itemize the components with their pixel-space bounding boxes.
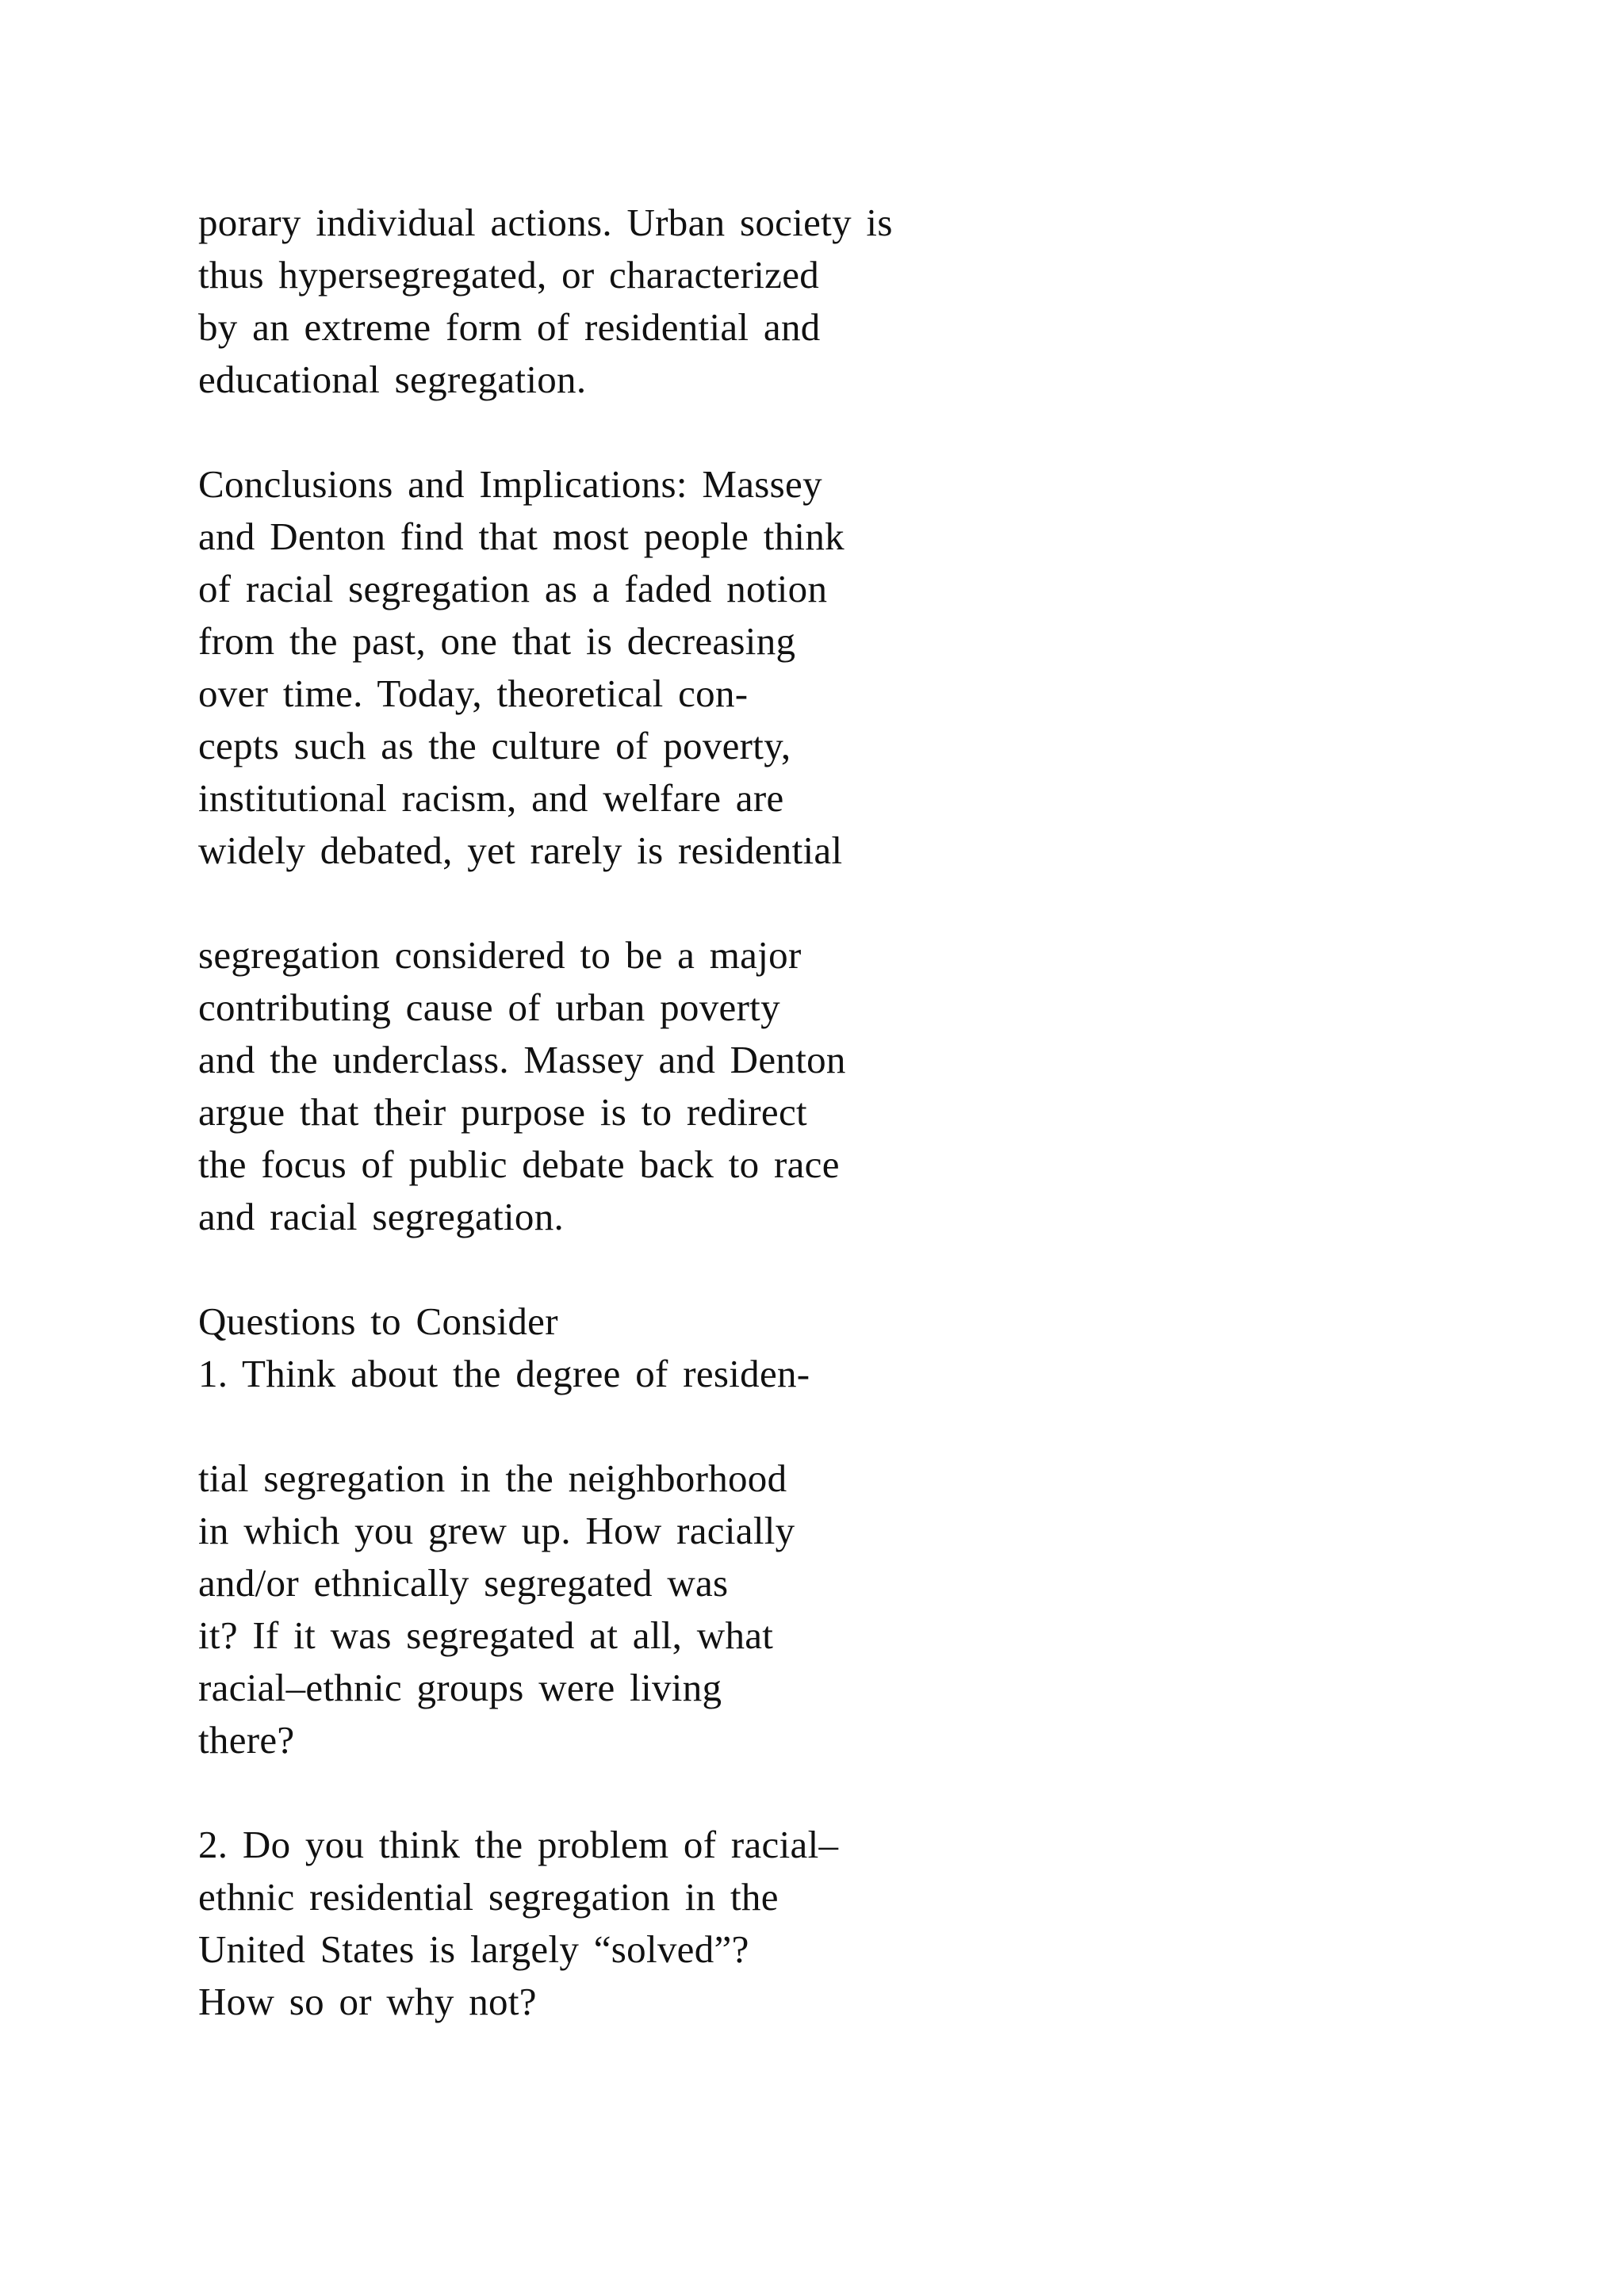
text-column <box>198 197 1467 2028</box>
text-line: and the underclass. Massey and Denton <box>198 1038 846 1081</box>
paragraph-gap <box>198 1766 1467 1819</box>
paragraph-question-2 <box>198 1819 1467 2028</box>
text-line: thus hypersegregated, or characterized <box>198 253 820 297</box>
text-line: segregation considered to be a major <box>198 933 802 977</box>
text-line: Conclusions and Implications: Massey <box>198 462 822 506</box>
paragraph-hypersegregated <box>198 197 1467 406</box>
text-line: cepts such as the culture of poverty, <box>198 724 791 767</box>
text-line: ethnic residential segregation in the <box>198 1875 779 1919</box>
paragraph-gap <box>198 1243 1467 1295</box>
text-line: there? <box>198 1718 295 1762</box>
paragraph-gap <box>198 406 1467 458</box>
text-line: How so or why not? <box>198 1980 537 2023</box>
text-line: in which you grew up. How racially <box>198 1509 795 1552</box>
paragraph-segregation-cause <box>198 929 1467 1243</box>
text-line: of racial segregation as a faded notion <box>198 567 828 610</box>
paragraph-question-1-continued <box>198 1452 1467 1766</box>
text-line: educational segregation. <box>198 358 587 401</box>
paragraph-gap <box>198 877 1467 929</box>
text-line: it? If it was segregated at all, what <box>198 1613 774 1657</box>
section-heading: Questions to Consider <box>198 1299 558 1343</box>
text-line: institutional racism, and welfare are <box>198 776 784 820</box>
text-line: and/or ethnically segregated was <box>198 1561 729 1605</box>
text-line: by an extreme form of residential and <box>198 305 821 349</box>
text-line: tial segregation in the neighborhood <box>198 1456 787 1500</box>
text-line: and Denton find that most people think <box>198 515 845 558</box>
text-line: the focus of public debate back to race <box>198 1142 840 1186</box>
paragraph-questions-heading <box>198 1295 1467 1400</box>
text-line: 2. Do you think the problem of racial– <box>198 1823 839 1866</box>
text-line: over time. Today, theoretical con- <box>198 672 749 715</box>
paragraph-gap <box>198 1400 1467 1452</box>
text-line: 1. Think about the degree of residen- <box>198 1352 810 1395</box>
paragraph-conclusions <box>198 458 1467 877</box>
text-line: and racial segregation. <box>198 1195 565 1238</box>
text-line: porary individual actions. Urban society is <box>198 201 893 244</box>
text-line: contributing cause of urban poverty <box>198 985 780 1029</box>
text-line: United States is largely “solved”? <box>198 1927 749 1971</box>
text-line: from the past, one that is decreasing <box>198 619 796 663</box>
text-line: widely debated, yet rarely is residential <box>198 828 843 872</box>
text-line: argue that their purpose is to redirect <box>198 1090 807 1134</box>
text-line: racial–ethnic groups were living <box>198 1666 722 1709</box>
